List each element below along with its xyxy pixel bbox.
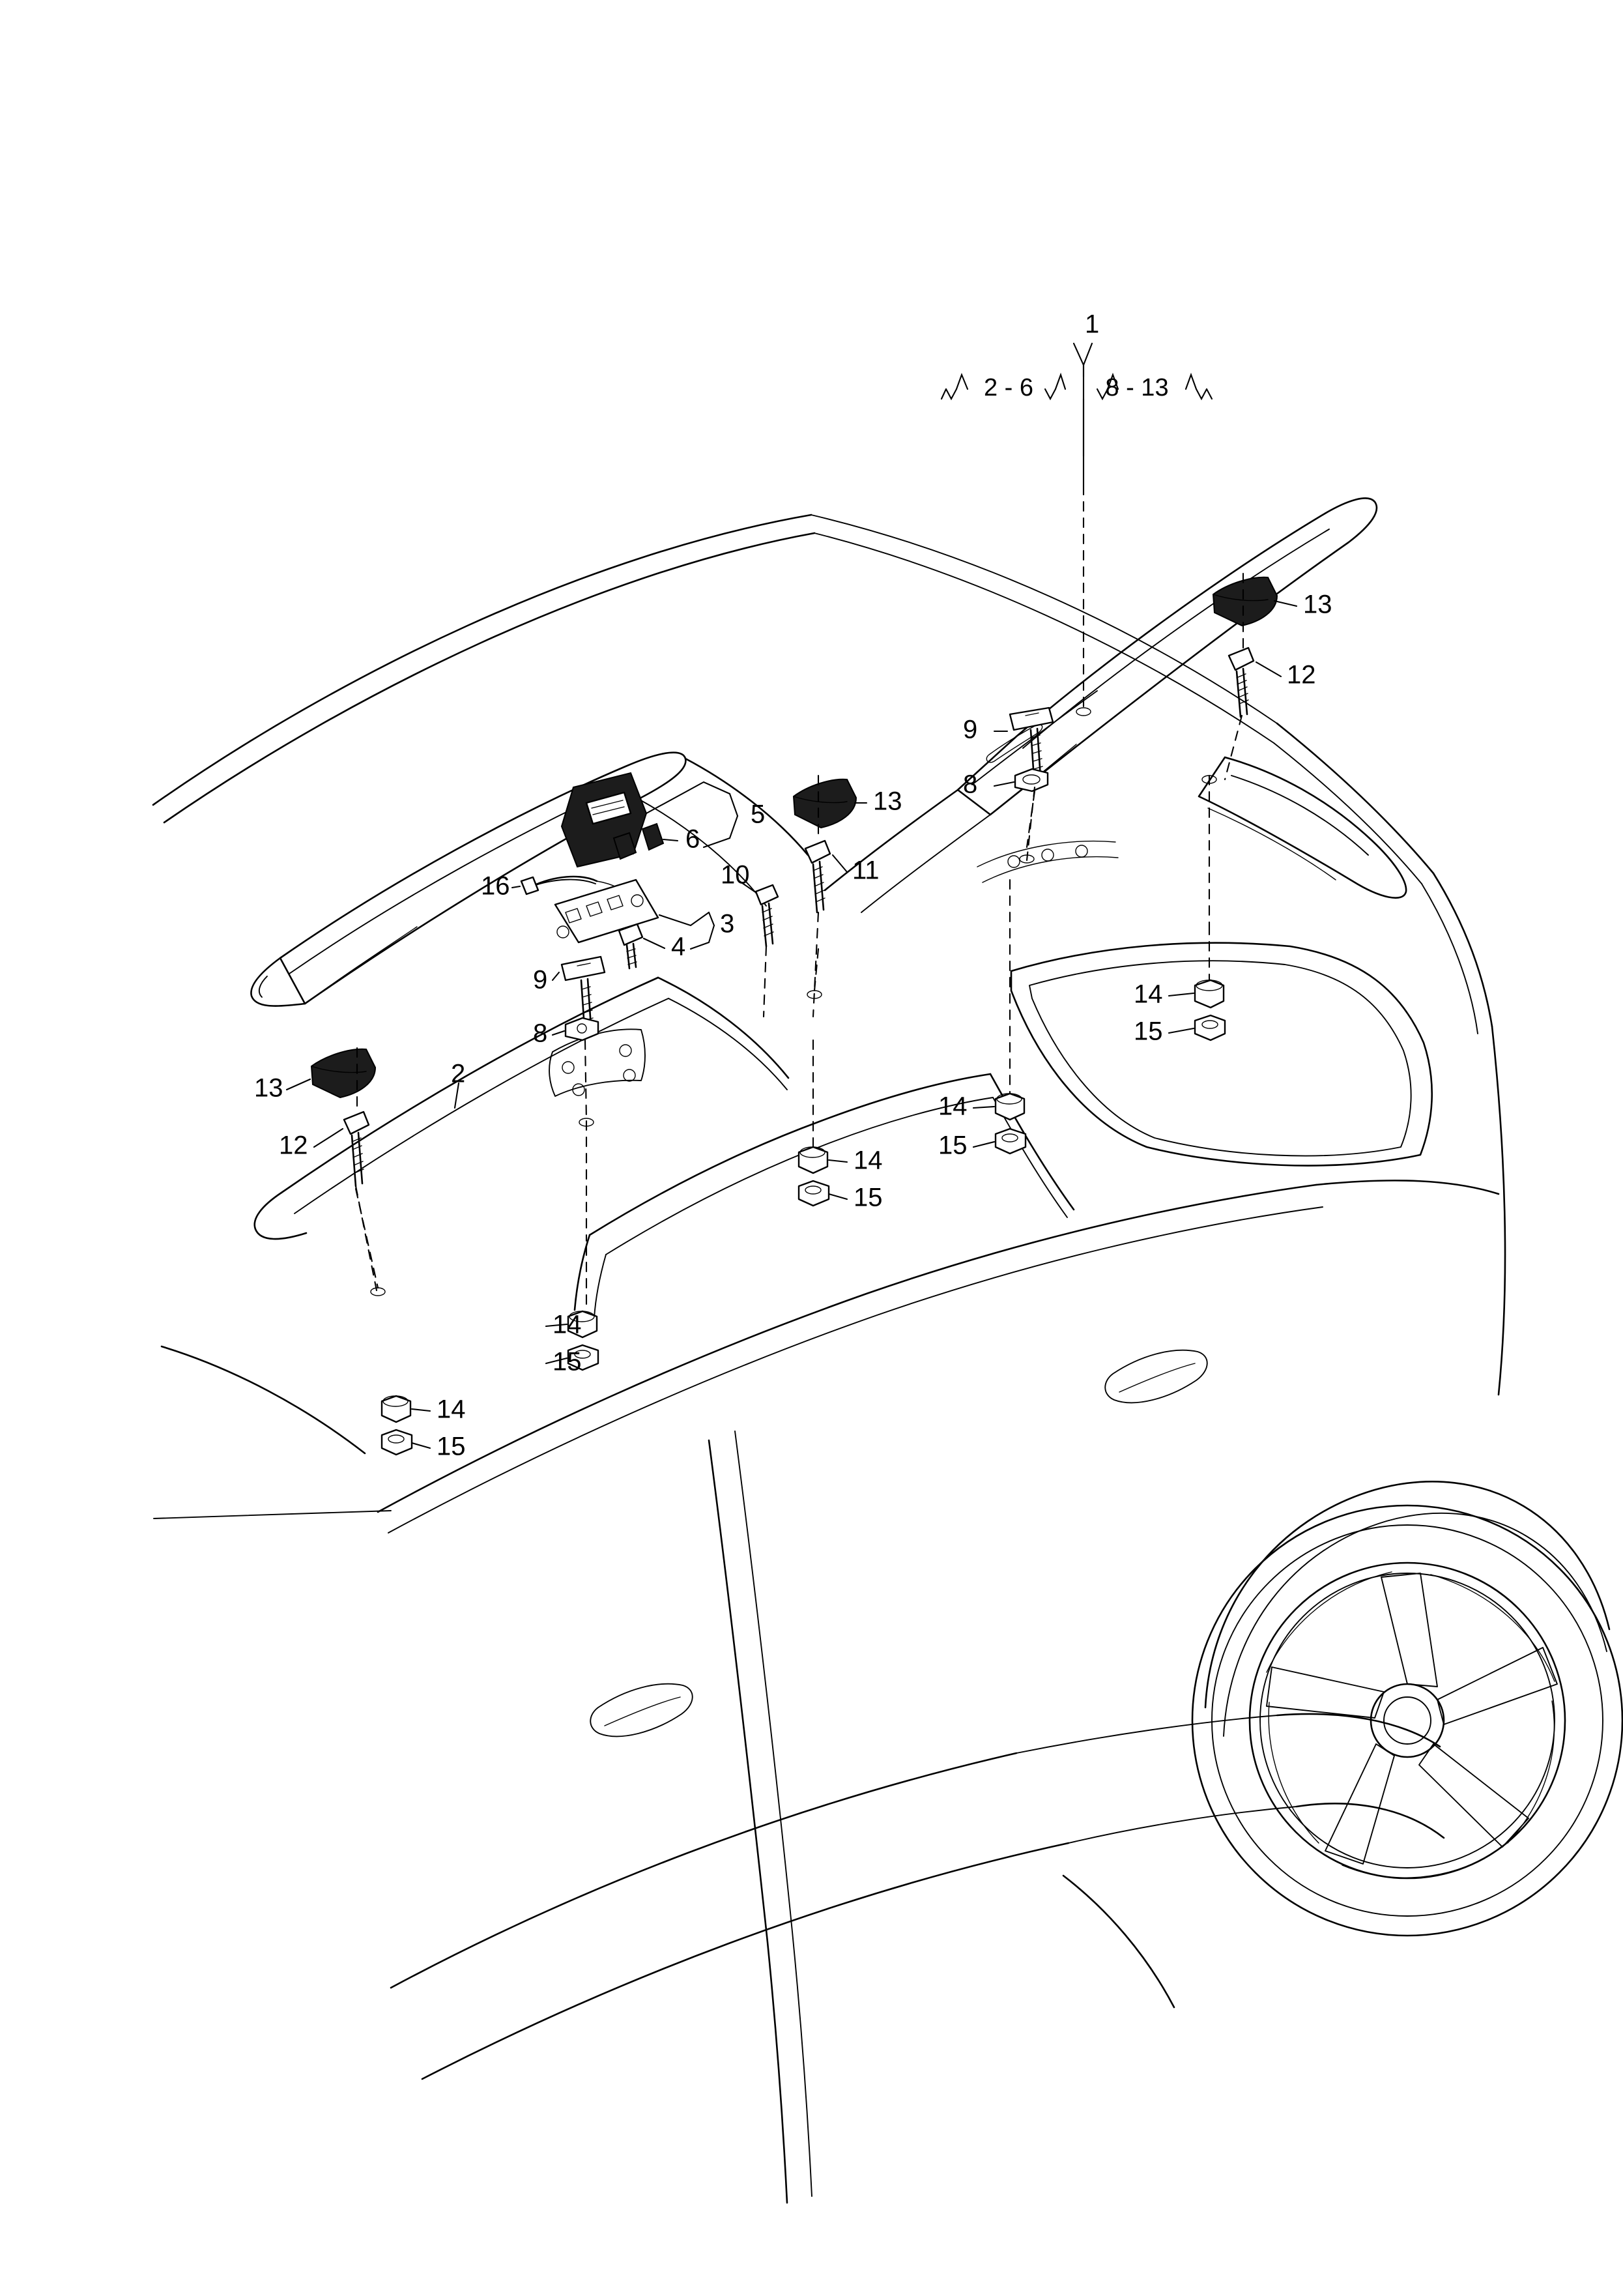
callout-14-middle: 14 xyxy=(854,1146,883,1175)
part-13-cap-left xyxy=(311,1049,375,1097)
hardware-14-15-middle xyxy=(799,1147,847,1206)
callout-6: 6 xyxy=(685,824,700,854)
callout-15-left: 15 xyxy=(437,1432,466,1461)
callout-15-middle: 15 xyxy=(854,1183,883,1212)
callout-1: 1 xyxy=(1085,310,1100,339)
hardware-group-left-13-12 xyxy=(287,1048,459,1290)
callout-13-middle: 13 xyxy=(873,787,902,816)
part-14-grommet-c xyxy=(799,1147,827,1173)
callout-13-left: 13 xyxy=(254,1073,283,1103)
callout-9-left: 9 xyxy=(533,965,548,995)
part-15-nut-a xyxy=(1195,1015,1225,1040)
part-10-bolt xyxy=(756,885,778,946)
callout-range-right: 8 - 13 xyxy=(1105,374,1169,402)
hardware-group-sensor xyxy=(512,773,738,1121)
part-15-nut-e xyxy=(382,1430,412,1455)
callout-8-right: 8 xyxy=(963,770,978,799)
callout-2: 2 xyxy=(451,1059,466,1088)
part-8-nut-right xyxy=(1015,769,1048,791)
part-14-grommet-e xyxy=(382,1396,410,1422)
callout-12-left: 12 xyxy=(279,1131,308,1160)
callout-range-left: 2 - 6 xyxy=(983,374,1034,402)
part-13-cap-right xyxy=(1213,577,1277,626)
callout-15-far-right: 15 xyxy=(1134,1017,1163,1046)
part-3-bracket-plate xyxy=(555,880,658,942)
door-handle-front xyxy=(590,1684,693,1737)
part-8-nut-left xyxy=(566,1018,598,1040)
range-bracket xyxy=(941,343,1212,486)
part-14-grommet-b xyxy=(996,1094,1024,1120)
part-15-nut-c xyxy=(799,1181,829,1206)
callout-9-right: 9 xyxy=(963,715,978,744)
callout-3: 3 xyxy=(720,909,735,938)
door-handle-rear xyxy=(1105,1350,1207,1403)
part-14-grommet-a xyxy=(1195,980,1224,1008)
vehicle-body-outline xyxy=(153,515,1622,2203)
callout-14-left: 14 xyxy=(437,1395,466,1424)
part-12-bolt-right xyxy=(1229,648,1254,717)
hardware-14-15-left xyxy=(382,1396,430,1455)
part-15-nut-b xyxy=(996,1129,1026,1154)
callout-10: 10 xyxy=(721,860,750,890)
part-11-bolt-middle xyxy=(805,841,830,912)
callout-13-right: 13 xyxy=(1303,590,1332,619)
callout-12-right: 12 xyxy=(1287,660,1316,690)
callout-16: 16 xyxy=(481,871,510,901)
callout-11: 11 xyxy=(852,856,880,885)
hardware-group-right-13-12 xyxy=(1213,574,1297,779)
part-13-cap-middle xyxy=(794,779,856,828)
callout-labels xyxy=(254,310,1332,1461)
callout-14-far-right: 14 xyxy=(1134,980,1163,1009)
callout-8-left: 8 xyxy=(533,1019,548,1048)
callout-4: 4 xyxy=(671,932,686,961)
callout-15-right-mid: 15 xyxy=(938,1131,968,1160)
callout-5: 5 xyxy=(751,800,766,829)
part-4-bolt xyxy=(619,924,642,968)
roof-rail-lower-strip xyxy=(255,978,788,1239)
callout-14-right-mid: 14 xyxy=(938,1092,968,1121)
callout-14-center-left: 14 xyxy=(553,1310,582,1339)
callout-15-center-left: 15 xyxy=(553,1347,582,1376)
